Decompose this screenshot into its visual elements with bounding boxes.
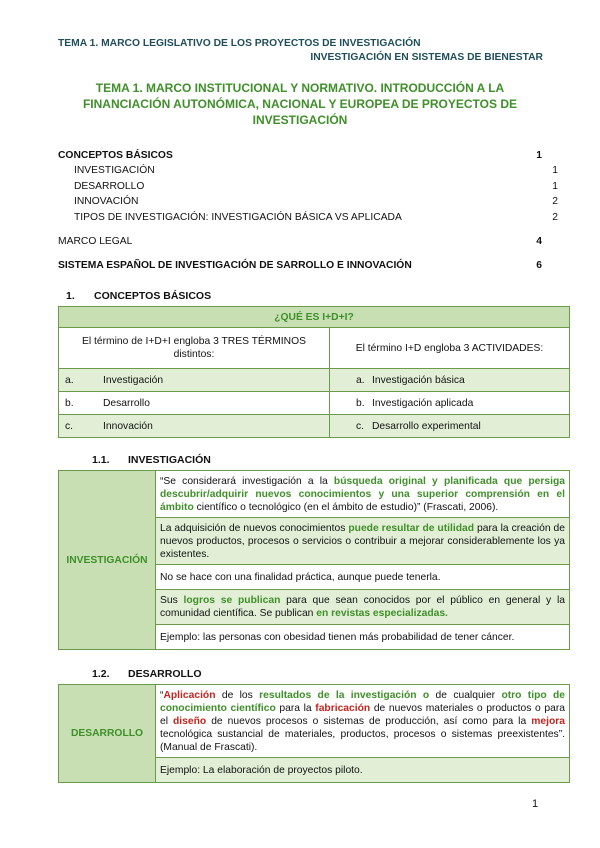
investigacion-label: INVESTIGACIÓN: [59, 471, 156, 650]
running-header-title: TEMA 1. MARCO LEGISLATIVO DE LOS PROYECTOS DE INVESTIGACIÓN: [58, 38, 421, 49]
desarrollo-label: DESARROLLO: [59, 685, 156, 783]
document-title: TEMA 1. MARCO INSTITUCIONAL Y NORMATIVO. INTRODUCCIÓN A LA FINANCIACIÓN AUTONÓMICA, NACIONAL Y EUROPEA DE PROYECTOS DE INVESTIGACIÓN: [82, 81, 518, 127]
toc-entry[interactable]: [58, 260, 542, 274]
toc-label: MARCO LEGAL: [58, 236, 133, 247]
utility-cell: La adquisición de nuevos conocimientos puede resultar de utilidad para la creación de nuevos productos, procesos o servicios o contribuir a mejorar considerablemente los ya existentes.: [156, 518, 570, 565]
toc-label: DESARROLLO: [74, 181, 145, 192]
toc-label: CONCEPTOS BÁSICOS: [58, 150, 173, 161]
right-item: c. Desarrollo experimental: [330, 415, 570, 438]
left-item: c. Innovación: [59, 415, 330, 438]
page-number: 1: [532, 798, 539, 810]
section-heading: [66, 290, 211, 302]
toc-page: 2: [552, 196, 558, 207]
toc-page: 1: [552, 165, 558, 176]
section-number: 1.2.: [92, 668, 110, 680]
subsection-heading: [92, 668, 202, 680]
subsection-heading: [92, 454, 211, 466]
section-title: INVESTIGACIÓN: [128, 454, 211, 466]
toc-label: TIPOS DE INVESTIGACIÓN: INVESTIGACIÓN BÁSICA VS APLICADA: [74, 212, 402, 223]
right-item: a. Investigación básica: [330, 369, 570, 392]
right-intro: El término I+D engloba 3 ACTIVIDADES:: [330, 328, 570, 369]
running-header-subject: INVESTIGACIÓN EN SISTEMAS DE BIENESTAR: [310, 52, 543, 63]
section-number: 1.1.: [92, 454, 110, 466]
toc-page: 6: [536, 260, 542, 271]
definition-cell: “Se considerará investigación a la búsqueda original y planificada que persiga descubrir/adquirir nuevos conocimientos y una superior comprensión en el ámbito científico o tecnológico (en el ámbito de estudio)” (Frascati, 2006).: [156, 471, 570, 518]
toc-label: INVESTIGACIÓN: [74, 165, 155, 176]
purpose-cell: No se hace con una finalidad práctica, aunque puede tenerla.: [156, 565, 570, 590]
left-item: b. Desarrollo: [59, 392, 330, 415]
toc-entry[interactable]: [58, 196, 558, 210]
section-title: CONCEPTOS BÁSICOS: [94, 290, 212, 302]
toc-entry[interactable]: [58, 181, 558, 195]
left-item: a. Investigación: [59, 369, 330, 392]
example-cell: Ejemplo: La elaboración de proyectos piloto.: [156, 758, 570, 783]
toc-label: INNOVACIÓN: [74, 196, 139, 207]
toc-page: 1: [552, 181, 558, 192]
toc-entry[interactable]: [58, 150, 542, 164]
toc-page: 4: [536, 236, 542, 247]
toc-page: 1: [536, 150, 542, 161]
left-intro: El término de I+D+I engloba 3 TRES TÉRMINOS distintos:: [59, 328, 330, 369]
section-number: 1.: [66, 290, 75, 302]
definition-cell: “Aplicación de los resultados de la investigación o de cualquier otro tipo de conocimiento científico para la fabricación de nuevos materiales o productos o para el diseño de nuevos procesos o sistemas de producción, así como para la mejora tecnológica sustancial de materiales, productos, procesos o sistemas preexistentes”. (Manual de Frascati).: [156, 685, 570, 758]
idi-table-heading: ¿QUÉ ES I+D+I?: [59, 307, 570, 328]
toc-entry[interactable]: [58, 212, 558, 226]
desarrollo-table: [58, 684, 570, 783]
idi-table: [58, 306, 570, 438]
publication-cell: Sus logros se publican para que sean conocidos por el público en general y la comunidad científica. Se publican en revistas especializadas.: [156, 590, 570, 625]
investigacion-table: [58, 470, 570, 650]
toc-label: SISTEMA ESPAÑOL DE INVESTIGACIÓN DE SARROLLO E INNOVACIÓN: [58, 260, 412, 271]
toc-entry[interactable]: [58, 236, 542, 250]
section-title: DESARROLLO: [128, 668, 202, 680]
right-item: b. Investigación aplicada: [330, 392, 570, 415]
toc-entry[interactable]: [58, 165, 558, 179]
example-cell: Ejemplo: las personas con obesidad tienen más probabilidad de tener cáncer.: [156, 625, 570, 650]
toc-page: 2: [552, 212, 558, 223]
